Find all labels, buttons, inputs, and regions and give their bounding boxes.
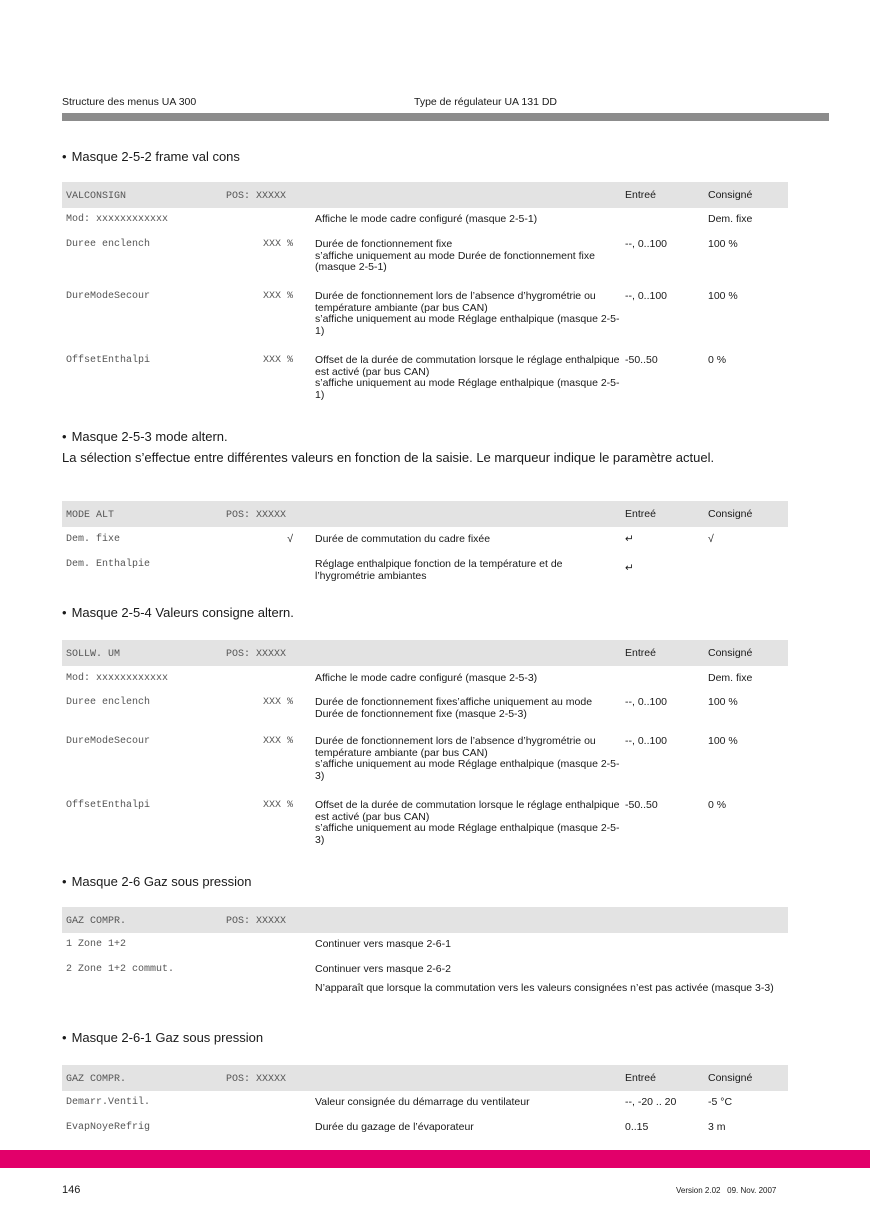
running-header-center: Type de régulateur UA 131 DD bbox=[414, 96, 558, 108]
check-icon: √ bbox=[708, 533, 714, 545]
section-title: • Masque 2-6-1 Gaz sous pression bbox=[62, 1030, 264, 1045]
running-header-left: Structure des menus UA 300 bbox=[62, 96, 197, 108]
section-title: • Masque 2-5-2 frame val cons bbox=[62, 149, 240, 164]
menu-name: VALCONSIGN bbox=[66, 191, 127, 202]
col-entree: Entreé bbox=[625, 189, 656, 201]
page-number: 146 bbox=[62, 1184, 81, 1196]
section-title: • Masque 2-6 Gaz sous pression bbox=[62, 874, 252, 889]
table-header: GAZ COMPR. POS: XXXXX bbox=[62, 907, 788, 933]
section-title: • Masque 2-5-3 mode altern. bbox=[62, 429, 228, 444]
table-header: MODE ALT POS: XXXXX Entreé Consigné bbox=[62, 501, 788, 527]
footer-band bbox=[0, 1150, 870, 1168]
header-rule bbox=[62, 113, 829, 121]
enter-icon: ↵ bbox=[625, 562, 634, 574]
table-header bbox=[62, 182, 788, 208]
enter-icon: ↵ bbox=[625, 533, 634, 545]
col-consigne: Consigné bbox=[708, 189, 753, 201]
section-title: • Masque 2-5-4 Valeurs consigne altern. bbox=[62, 605, 294, 620]
section-paragraph: La sélection s’effectue entre différentes valeurs en fonction de la saisie. Le marqueur indique le paramètre actuel. bbox=[62, 450, 715, 465]
table-header: GAZ COMPR. POS: XXXXX Entreé Consigné bbox=[62, 1065, 788, 1091]
version-info: Version 2.02 09. Nov. 2007 bbox=[676, 1186, 777, 1195]
table-header: SOLLW. UM POS: XXXXX Entreé Consigné bbox=[62, 640, 788, 666]
menu-pos: POS: XXXXX bbox=[226, 191, 287, 202]
selection-marker: √ bbox=[287, 533, 293, 545]
